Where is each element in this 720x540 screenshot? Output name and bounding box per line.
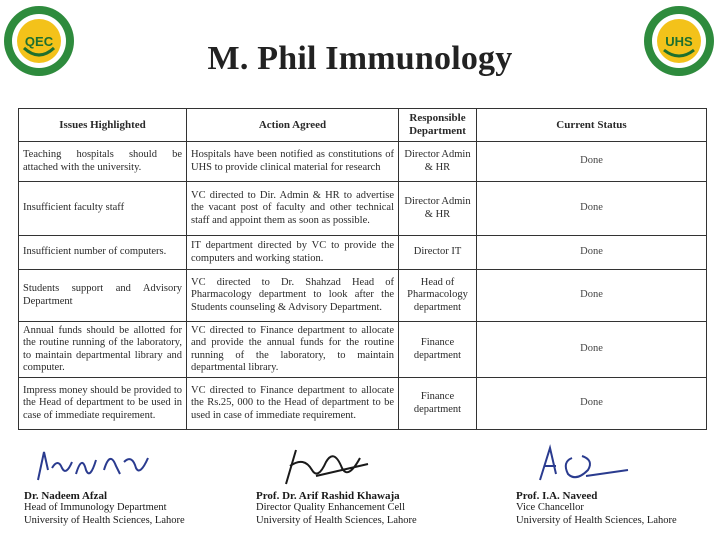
status-cell: Done (477, 270, 707, 322)
table-row (19, 182, 707, 236)
status-table (18, 108, 707, 430)
issue-cell: Impress money should be provided to the Head of department to be used in case of immediate requirement. (19, 378, 187, 430)
status-cell: Done (477, 182, 707, 236)
department-cell: Head of Pharmacology department (399, 270, 477, 322)
status-table-container (18, 108, 706, 430)
handwritten-signature-icon (24, 440, 164, 490)
signatory-name: Prof. I.A. Naveed (516, 490, 598, 502)
action-cell: VC directed to Dr. Shahzad Head of Pharmacology department to look after the Students counseling & Advisory Department. (187, 270, 399, 322)
action-cell: Hospitals have been notified as constitutions of UHS to provide clinical material for research (187, 142, 399, 182)
table-row (19, 142, 707, 182)
signatory-title: Vice Chancellor (516, 502, 584, 513)
department-cell: Director Admin & HR (399, 182, 477, 236)
action-cell: VC directed to Dir. Admin & HR to advertise the vacant post of faculty and other technical staff and appoint them as soon as possible. (187, 182, 399, 236)
department-cell: Finance department (399, 378, 477, 430)
signatory-name: Prof. Dr. Arif Rashid Khawaja (256, 490, 400, 502)
qec-logo-text: QEC (24, 34, 54, 49)
signatory-org: University of Health Sciences, Lahore (256, 514, 417, 526)
status-cell: Done (477, 378, 707, 430)
action-cell: VC directed to Finance department to allocate and provide the annual funds for the routine running of the laboratory, to maintain departmental library. (187, 322, 399, 378)
signature-section (0, 440, 720, 540)
department-cell: Finance department (399, 322, 477, 378)
column-header-status: Current Status (477, 109, 707, 142)
signature-block (516, 440, 720, 527)
handwritten-signature-icon (516, 440, 656, 490)
table-row (19, 322, 707, 378)
department-cell: Director Admin & HR (399, 142, 477, 182)
handwritten-signature-icon (256, 440, 396, 490)
signatory-title: Director Quality Enhancement Cell (256, 502, 405, 513)
issue-cell: Insufficient faculty staff (19, 182, 187, 236)
signatory-title: Head of Immunology Department (24, 502, 167, 513)
column-header-issues: Issues Highlighted (19, 109, 187, 142)
status-cell: Done (477, 142, 707, 182)
page-title: M. Phil Immunology (207, 40, 513, 77)
status-cell: Done (477, 322, 707, 378)
uhs-logo-text: UHS (665, 34, 693, 49)
column-header-action: Action Agreed (187, 109, 399, 142)
signature-block (256, 440, 476, 527)
table-row (19, 378, 707, 430)
issue-cell: Students support and Advisory Department (19, 270, 187, 322)
table-row (19, 236, 707, 270)
issue-cell: Annual funds should be allotted for the routine running of the laboratory, to maintain departmental library and computer. (19, 322, 187, 378)
action-cell: VC directed to Finance department to allocate the Rs.25, 000 to the Head of department to be used in case of immediate requirement. (187, 378, 399, 430)
status-cell: Done (477, 236, 707, 270)
signatory-org: University of Health Sciences, Lahore (24, 514, 185, 526)
issue-cell: Insufficient number of computers. (19, 236, 187, 270)
signature-block (24, 440, 244, 527)
table-row (19, 270, 707, 322)
signatory-name: Dr. Nadeem Afzal (24, 490, 107, 502)
signatory-org: University of Health Sciences, Lahore (516, 514, 677, 526)
table-header-row (19, 109, 707, 142)
department-cell: Director IT (399, 236, 477, 270)
column-header-department: Responsible Department (399, 109, 477, 142)
action-cell: IT department directed by VC to provide the computers and working station. (187, 236, 399, 270)
issue-cell: Teaching hospitals should be attached with the university. (19, 142, 187, 182)
